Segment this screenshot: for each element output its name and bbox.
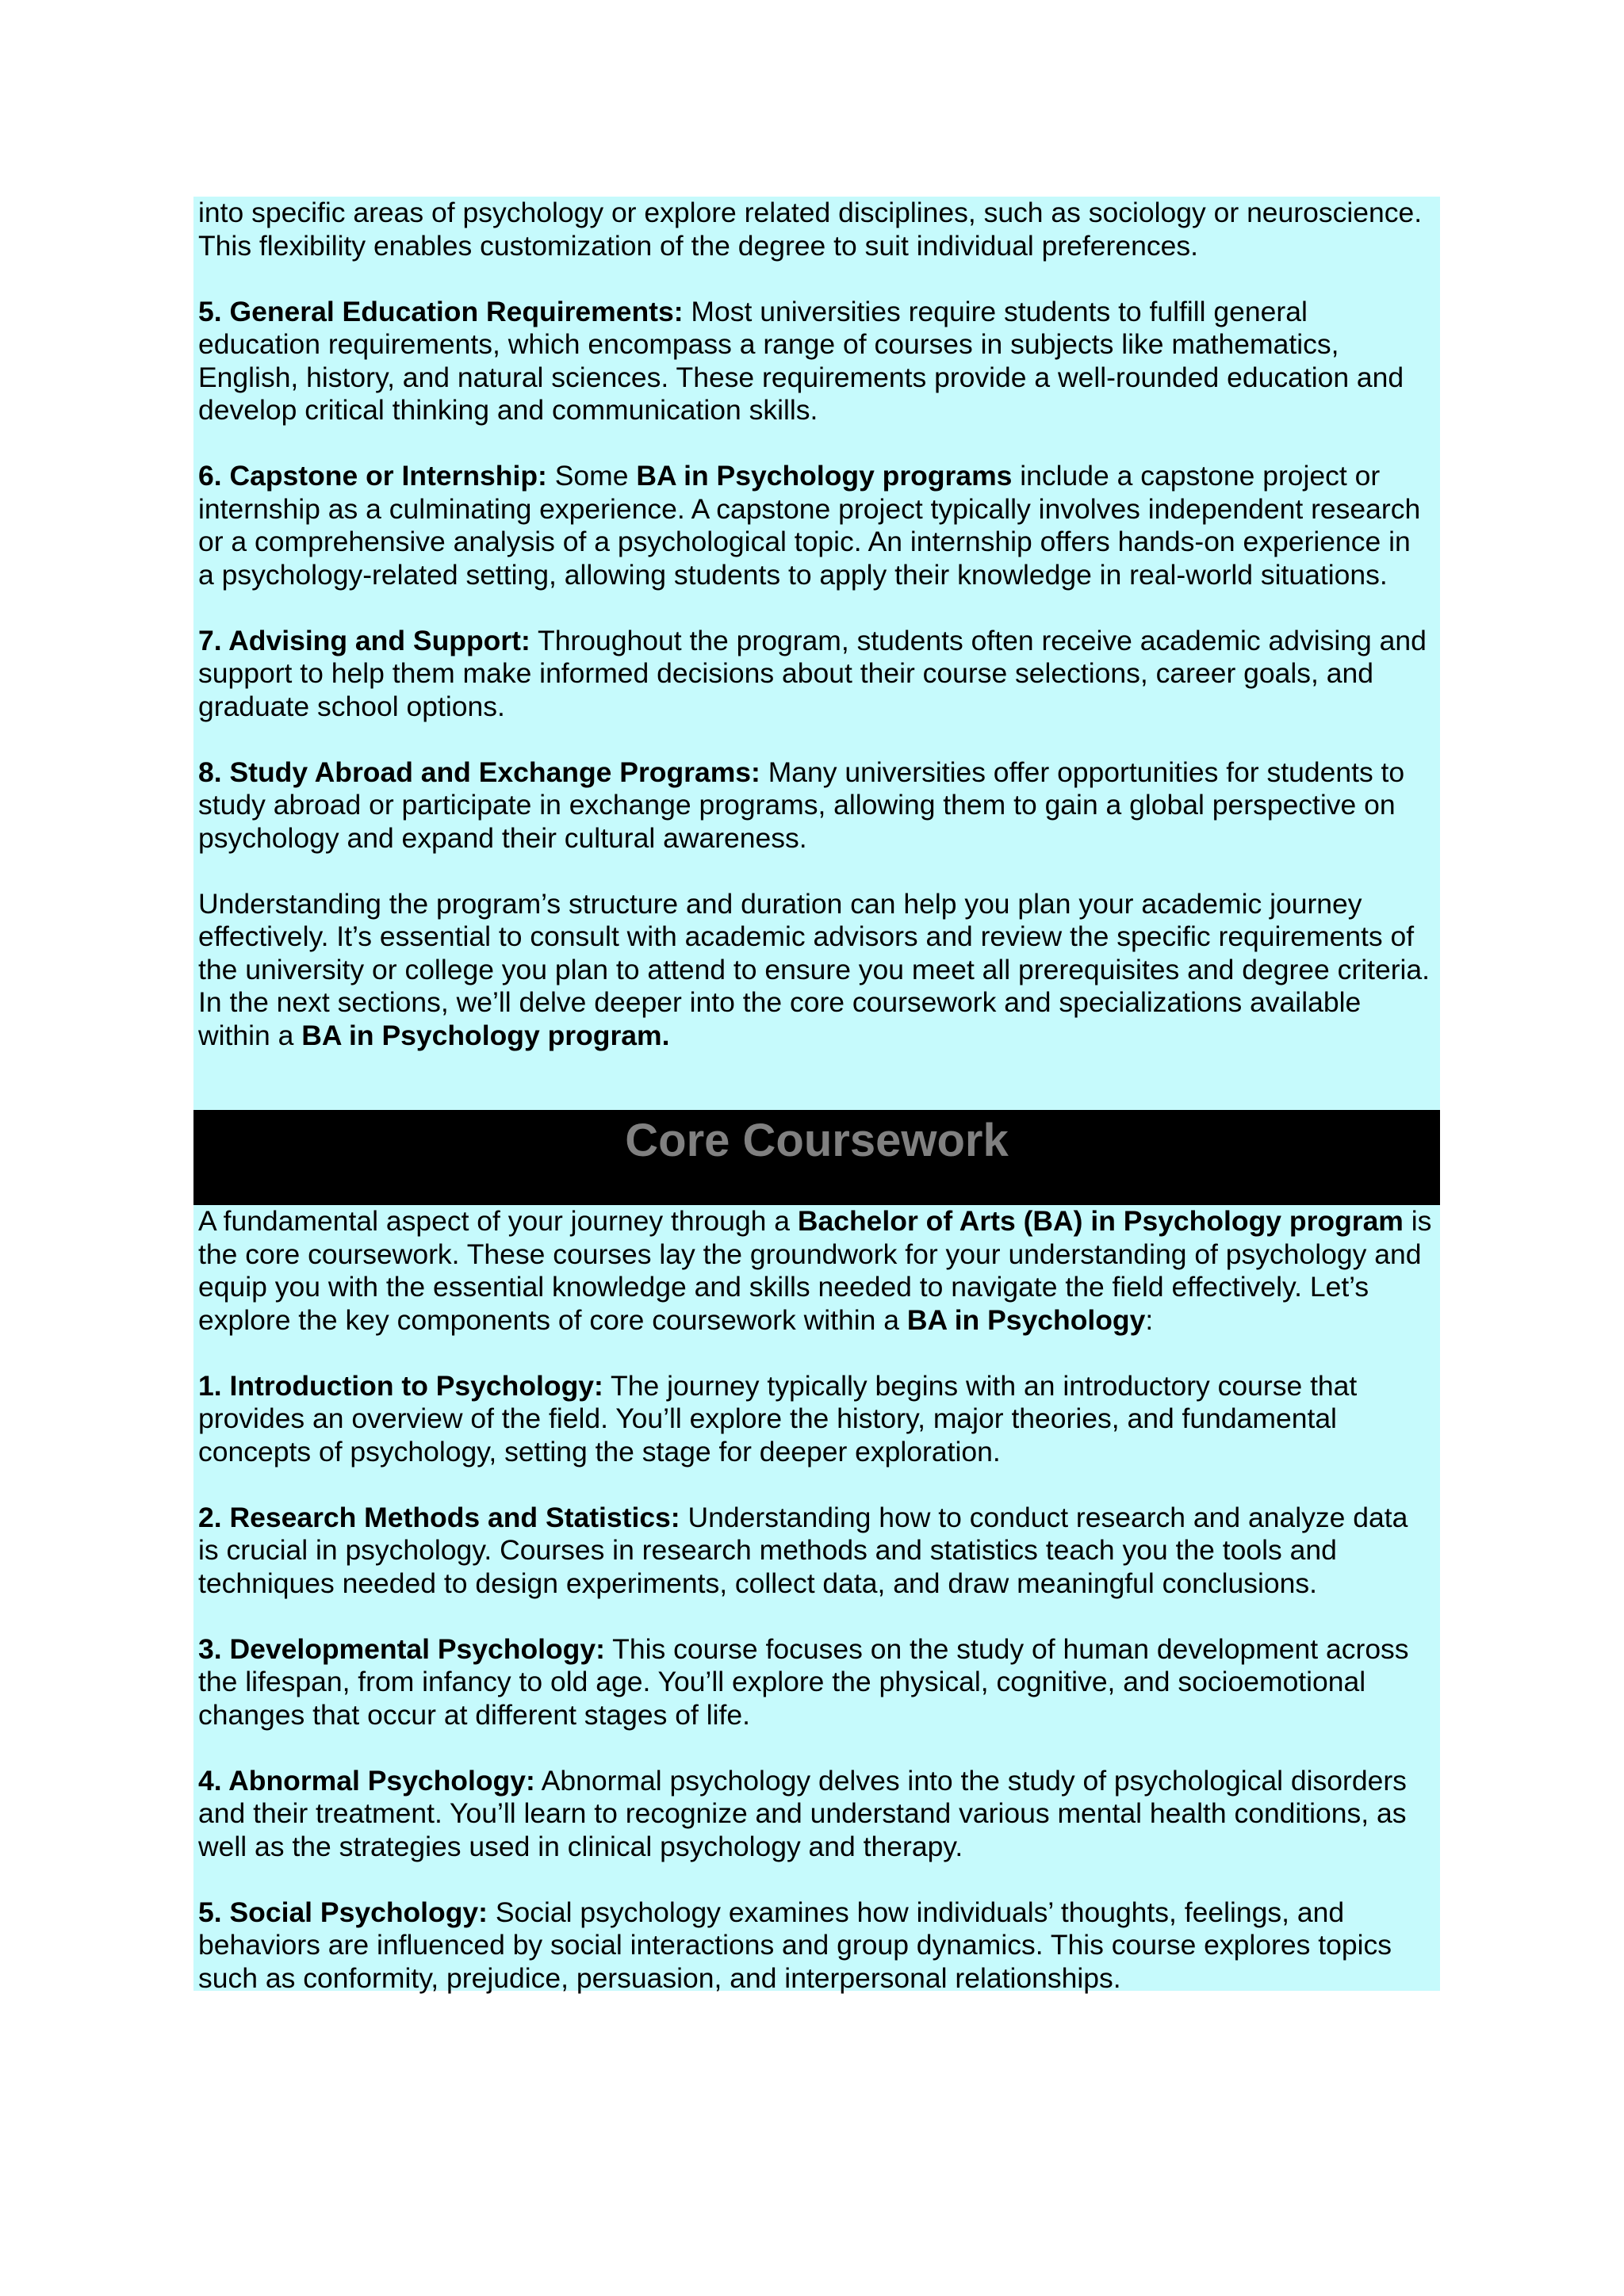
- content-band-top: [193, 197, 1440, 1110]
- paragraph: [198, 1633, 1434, 1732]
- bold-text: 1. Introduction to Psychology:: [198, 1369, 603, 1402]
- paragraph: [198, 1205, 1434, 1337]
- text-run: Understanding the program’s structure and duration can help you plan your academic journey effectively. It’s essential to consult with academic advisors and review the specific requirements of the university or college you plan to attend to ensure you meet all prerequisites and degree criteria. In the next sections, we’ll delve deeper into the core coursework and specializations available within a: [198, 887, 1431, 1051]
- paragraph: [198, 756, 1434, 855]
- text-run: into specific areas of psychology or explore related disciplines, such as sociology or neuroscience. This flexibility enables customization of the degree to suit individual preferences.: [198, 197, 1423, 262]
- paragraph: [198, 1502, 1434, 1601]
- bold-text: Bachelor of Arts (BA) in Psychology program: [797, 1205, 1404, 1237]
- bold-text: 2. Research Methods and Statistics:: [198, 1501, 680, 1533]
- bold-text: BA in Psychology programs: [636, 460, 1013, 492]
- content-band-bottom: [193, 1205, 1440, 1994]
- text-run: :: [1145, 1303, 1154, 1336]
- text-run: A fundamental aspect of your journey through a: [198, 1205, 798, 1237]
- paragraph: [198, 1370, 1434, 1469]
- bold-text: 3. Developmental Psychology:: [198, 1632, 605, 1665]
- paragraph: [198, 296, 1434, 427]
- paragraph: [198, 460, 1434, 591]
- bold-text: BA in Psychology: [906, 1303, 1146, 1336]
- text-run: Throughout the program, students often receive academic advising and support to help them make informed decisions about their course selections, career goals, and graduate school options.: [198, 624, 1427, 722]
- text-run: This course focuses on the study of human development across the lifespan, from infancy to old age. You’ll explore the physical, cognitive, and socioemotional changes that occur at different stages of life.: [198, 1632, 1409, 1731]
- bold-text: 8. Study Abroad and Exchange Programs:: [198, 756, 760, 788]
- bold-text: 5. General Education Requirements:: [198, 295, 684, 327]
- bold-text: 6. Capstone or Internship:: [198, 460, 547, 492]
- paragraph: [198, 888, 1434, 1053]
- bold-text: 5. Social Psychology:: [198, 1896, 488, 1928]
- text-run: Many universities offer opportunities for students to study abroad or participate in exchange programs, allowing them to gain a global perspective on psychology and expand their cultural awareness.: [198, 756, 1405, 854]
- bold-text: 7. Advising and Support:: [198, 624, 530, 656]
- text-run: Most universities require students to fulfill general education requirements, which encompass a range of courses in subjects like mathematics, English, history, and natural sciences. These requirements provide a well-rounded education and develop critical thinking and communication skills.: [198, 295, 1404, 426]
- paragraph: [198, 197, 1434, 262]
- section-heading: Core Coursework: [625, 1115, 1009, 1166]
- section-heading-bar: [193, 1110, 1440, 1205]
- text-run: Social psychology examines how individuals’ thoughts, feelings, and behaviors are influenced by social interactions and group dynamics. This course explores topics such as conformity, prejudice, persuasion, and interpersonal relationships.: [198, 1896, 1392, 1994]
- text-run: Abnormal psychology delves into the study of psychological disorders and their treatment. You’ll learn to recognize and understand various mental health conditions, as well as the strategies used in clinical psychology and therapy.: [198, 1764, 1407, 1862]
- text-run: The journey typically begins with an introductory course that provides an overview of the field. You’ll explore the history, major theories, and fundamental concepts of psychology, setting the stage for deeper exploration.: [198, 1369, 1358, 1468]
- paragraph: [198, 1765, 1434, 1864]
- text-run: Understanding how to conduct research and analyze data is crucial in psychology. Courses in research methods and statistics teach you the tools and techniques needed to design experiments, collect data, and draw meaningful conclusions.: [198, 1501, 1408, 1599]
- bold-text: BA in Psychology program.: [301, 1019, 670, 1051]
- paragraph: [198, 625, 1434, 724]
- text-run: include a capstone project or internship as a culminating experience. A capstone project typically involves independent research or a comprehensive analysis of a psychological topic. An internship offers hands-on experience in a psychology-related setting, allowing students to apply their knowledge in real-world situations.: [198, 460, 1421, 591]
- text-run: Some: [546, 460, 637, 492]
- paragraph: [198, 1896, 1434, 1996]
- text-run: is the core coursework. These courses lay the groundwork for your understanding of psychology and equip you with the essential knowledge and skills needed to navigate the field effectively. Let’s explore the key components of core coursework within a: [198, 1205, 1432, 1336]
- bold-text: 4. Abnormal Psychology:: [198, 1764, 535, 1797]
